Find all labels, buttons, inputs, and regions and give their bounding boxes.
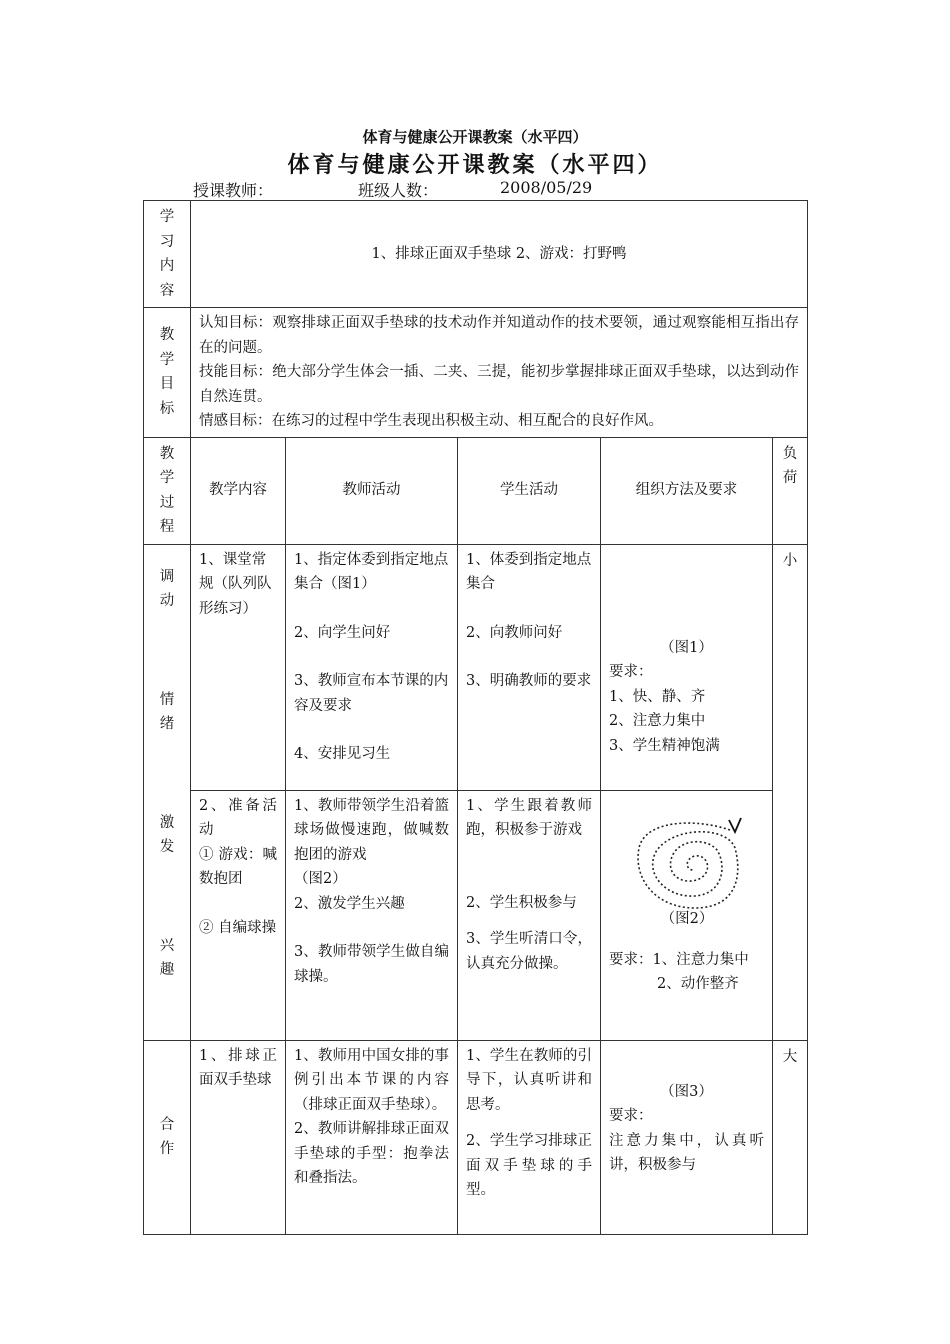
spiral-run-diagram bbox=[625, 808, 755, 918]
phase1-row2 bbox=[144, 790, 808, 1040]
figure-1-caption: （图1） bbox=[660, 639, 713, 656]
lesson-plan-table bbox=[143, 200, 808, 1235]
process-header-row bbox=[144, 437, 808, 544]
small-title: 体育与健康公开课教案（水平四） bbox=[362, 128, 588, 146]
routine-content: 1、课堂常规（队列队形练习） bbox=[191, 544, 286, 790]
phase2-row bbox=[144, 1040, 808, 1234]
content-row bbox=[144, 201, 808, 308]
routine-teacher: 1、指定体委到指定地点集合（图1） 2、向学生问好 3、教师宣布本节课的内容及要求 4、安排见习生 bbox=[286, 544, 458, 790]
routine-org: （图1） 要求： 1、快、静、齐 2、注意力集中 3、学生精神饱满 bbox=[601, 544, 773, 790]
pass-content: 1、排球正面双手垫球 bbox=[191, 1040, 286, 1234]
col-load-header: 负 荷 bbox=[773, 437, 808, 544]
phase1-row1 bbox=[144, 544, 808, 790]
class-label: 班级人数： bbox=[358, 181, 439, 200]
affective-goal: 情感目标：在练习的过程中学生表现出积极主动、相互配合的良好作风。 bbox=[199, 413, 663, 429]
col-content-header: 教学内容 bbox=[191, 437, 286, 544]
pass-student: 1、学生在教师的引导下，认真听讲和思考。 2、学生学习排球正面双手垫球的手型。 bbox=[458, 1040, 601, 1234]
skill-goal: 技能目标：绝大部分学生体会一插、二夹、三提，能初步掌握排球正面双手垫球，以达到动作自然连贯。 bbox=[199, 364, 800, 405]
figure-3-caption: （图3） bbox=[660, 1083, 713, 1100]
phase2-load: 大 bbox=[773, 1040, 808, 1234]
phase2-label: 合 作 bbox=[144, 1040, 191, 1234]
pass-teacher: 1、教师用中国女排的事例引出本节课的内容（排球正面双手垫球）。 2、教师讲解排球正面双手垫球的手型：抱拳法和叠指法。 bbox=[286, 1040, 458, 1234]
warmup-teacher: 1、教师带领学生沿着篮球场做慢速跑，做喊数抱团的游戏 （图2） 2、激发学生兴趣 3、教师带领学生做自编球操。 bbox=[286, 790, 458, 1040]
lesson-date: 2008/05/29 bbox=[500, 178, 593, 197]
col-teacher-header: 教师活动 bbox=[286, 437, 458, 544]
warmup-content: 2、准备活动 ① 游戏：喊数抱团 ② 自编球操 bbox=[191, 790, 286, 1040]
page-title: 体育与健康公开课教案（水平四） bbox=[287, 152, 663, 178]
col-student-header: 学生活动 bbox=[458, 437, 601, 544]
figure-2-caption: （图2） bbox=[660, 910, 714, 927]
teacher-label: 授课教师： bbox=[193, 181, 274, 200]
content-label: 学 习 内 容 bbox=[144, 201, 191, 308]
process-label: 教 学 过 程 bbox=[144, 437, 191, 544]
phase1-label: 调 动 情 绪 激 发 兴 趣 bbox=[144, 544, 191, 1040]
routine-student: 1、体委到指定地点集合 2、向教师问好 3、明确教师的要求 bbox=[458, 544, 601, 790]
content-text: 1、排球正面双手垫球 2、游戏：打野鸭 bbox=[191, 201, 808, 308]
goals-row bbox=[144, 308, 808, 438]
goals-label: 教 学 目 标 bbox=[144, 308, 191, 438]
pass-org: （图3） 要求： 注意力集中，认真听讲，积极参与 bbox=[601, 1040, 773, 1234]
goals-text bbox=[191, 308, 808, 438]
cognitive-goal: 认知目标：观察排球正面双手垫球的技术动作并知道动作的技术要领，通过观察能相互指出存在的问题。 bbox=[199, 315, 800, 356]
warmup-student: 1、学生跟着教师跑，积极参于游戏 2、学生积极参与 3、学生听清口令，认真充分做操。 bbox=[458, 790, 601, 1040]
col-org-header: 组织方法及要求 bbox=[601, 437, 773, 544]
phase1-load: 小 bbox=[773, 544, 808, 1040]
warmup-org: （图2） 要求：1、注意力集中 2、动作整齐 bbox=[601, 790, 773, 1040]
